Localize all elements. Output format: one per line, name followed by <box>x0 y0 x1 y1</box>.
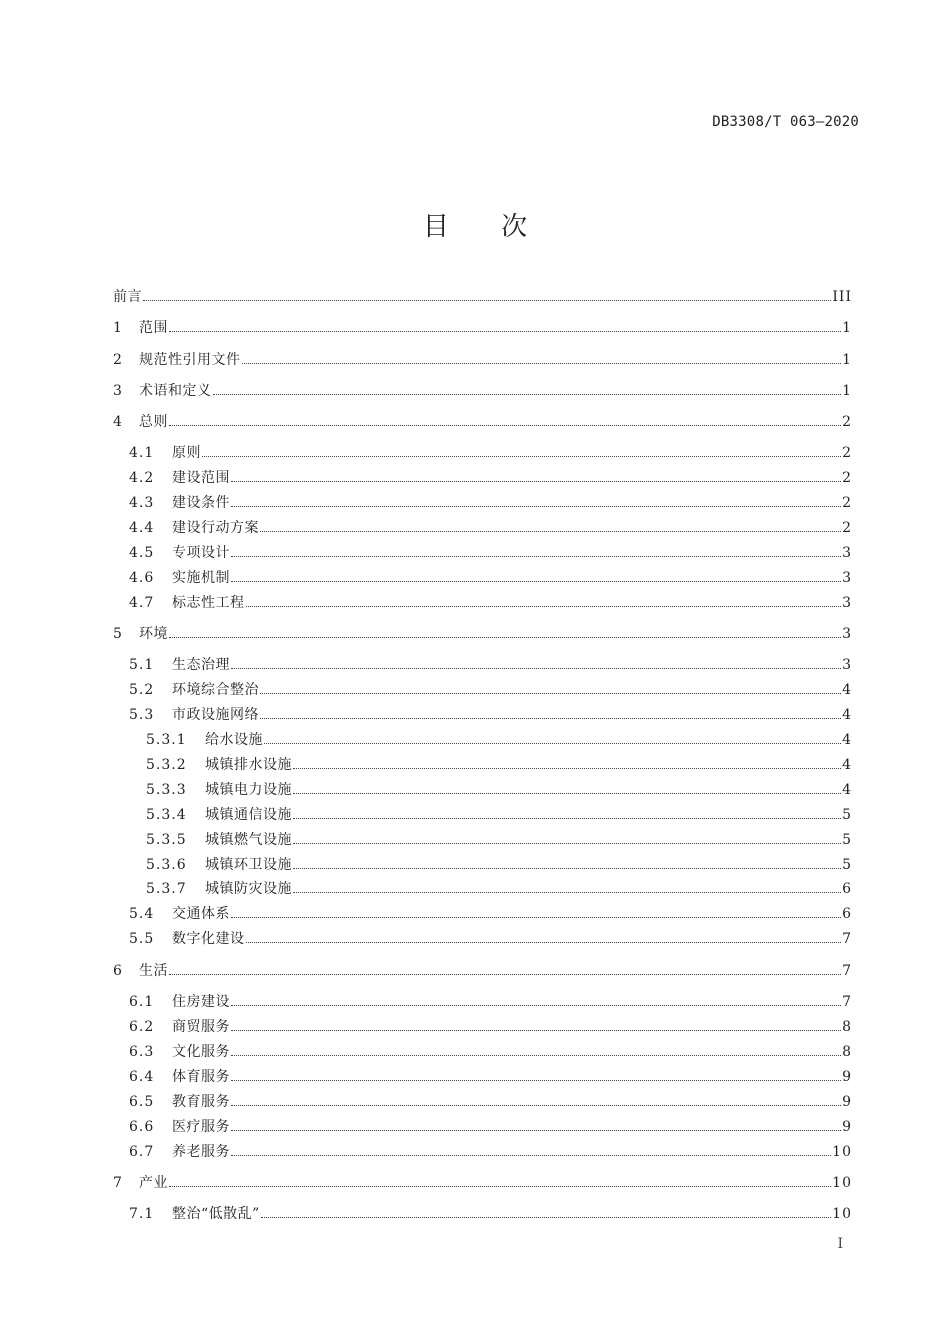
toc-entry-page: 1 <box>842 352 852 368</box>
toc-leader-dots <box>293 868 841 869</box>
toc-leader-dots <box>169 1186 831 1187</box>
toc-entry-title: 城镇防灾设施 <box>205 881 292 897</box>
toc-entry-title: 文化服务 <box>172 1044 230 1060</box>
toc-entry-number: 5.2 <box>129 682 155 698</box>
toc-entry-page: 3 <box>842 657 852 673</box>
toc-leader-dots <box>246 942 842 943</box>
toc-entry-number: 7.1 <box>129 1206 155 1222</box>
toc-entry-number: 5.3.6 <box>146 857 187 873</box>
toc-entry-title: 教育服务 <box>172 1094 230 1110</box>
toc-entry[interactable] <box>129 1092 852 1112</box>
toc-leader-dots <box>231 1055 841 1056</box>
toc-entry-title: 体育服务 <box>172 1069 230 1085</box>
toc-entry-page: 7 <box>842 963 852 979</box>
toc-entry[interactable] <box>129 593 852 613</box>
toc-leader-dots <box>260 693 841 694</box>
toc-entry-title: 总则 <box>139 414 168 430</box>
toc-entry-number: 6.7 <box>129 1144 155 1160</box>
toc-entry-number: 4.2 <box>129 470 155 486</box>
toc-entry-number: 5.3.2 <box>146 757 187 773</box>
toc-entry[interactable] <box>129 929 852 949</box>
toc-entry[interactable] <box>129 1117 852 1137</box>
toc-entry-title: 原则 <box>172 445 201 461</box>
toc-entry-number: 2 <box>113 352 123 368</box>
toc-leader-dots <box>293 793 841 794</box>
toc-leader-dots <box>293 843 841 844</box>
toc-entry-page: 4 <box>842 782 852 798</box>
toc-entry[interactable] <box>129 568 852 588</box>
toc-entry[interactable] <box>129 1017 852 1037</box>
toc-entry-number: 5.1 <box>129 657 155 673</box>
toc-entry-title: 建设范围 <box>172 470 230 486</box>
toc-entry-number: 4.4 <box>129 520 155 536</box>
toc-entry-page: III <box>832 289 852 305</box>
toc-entry-number: 5 <box>113 626 123 642</box>
toc-leader-dots <box>213 394 842 395</box>
toc-entry-page: 4 <box>842 707 852 723</box>
toc-entry-title: 整治“低散乱” <box>172 1206 260 1222</box>
toc-leader-dots <box>143 300 831 301</box>
toc-leader-dots <box>169 637 841 638</box>
toc-entry-number: 4.6 <box>129 570 155 586</box>
toc-leader-dots <box>242 363 842 364</box>
toc-entry-page: 9 <box>842 1069 852 1085</box>
toc-entry[interactable] <box>146 855 852 875</box>
toc-leader-dots <box>231 917 841 918</box>
toc-entry-number: 6.6 <box>129 1119 155 1135</box>
toc-entry-page: 7 <box>842 931 852 947</box>
toc-entry-title: 城镇通信设施 <box>205 807 292 823</box>
toc-leader-dots <box>293 892 841 893</box>
toc-entry-number: 1 <box>113 320 123 336</box>
toc-entry[interactable] <box>113 961 852 981</box>
toc-leader-dots <box>261 1217 831 1218</box>
toc-entry-page: 2 <box>842 414 852 430</box>
toc-entry-page: 10 <box>832 1144 852 1160</box>
toc-leader-dots <box>202 456 841 457</box>
toc-entry-number: 4.7 <box>129 595 155 611</box>
toc-entry-title: 前言 <box>113 289 142 305</box>
toc-leader-dots <box>231 1105 841 1106</box>
toc-entry-page: 1 <box>842 320 852 336</box>
toc-leader-dots <box>231 1155 831 1156</box>
toc-entry-title: 住房建设 <box>172 994 230 1010</box>
toc-leader-dots <box>246 606 842 607</box>
toc-entry-page: 1 <box>842 383 852 399</box>
toc-entry-page: 2 <box>842 520 852 536</box>
toc-leader-dots <box>231 1030 841 1031</box>
toc-entry-page: 2 <box>842 470 852 486</box>
toc-entry[interactable] <box>113 350 852 370</box>
toc-entry[interactable] <box>146 755 852 775</box>
toc-entry-title: 城镇电力设施 <box>205 782 292 798</box>
toc-entry-title: 术语和定义 <box>139 383 212 399</box>
toc-entry-title: 建设行动方案 <box>172 520 259 536</box>
toc-entry-page: 3 <box>842 595 852 611</box>
toc-leader-dots <box>231 1130 841 1131</box>
toc-entry-page: 8 <box>842 1044 852 1060</box>
toc-entry[interactable] <box>113 1173 852 1193</box>
toc-entry-page: 10 <box>832 1175 852 1191</box>
toc-entry-title: 生态治理 <box>172 657 230 673</box>
toc-leader-dots <box>260 531 841 532</box>
toc-entry[interactable] <box>129 443 852 463</box>
toc-leader-dots <box>264 743 841 744</box>
toc-entry[interactable] <box>129 468 852 488</box>
footer-page-number: I <box>837 1236 843 1252</box>
toc-entry-title: 城镇环卫设施 <box>205 857 292 873</box>
toc-leader-dots <box>231 556 841 557</box>
toc-entry-number: 5.3.7 <box>146 881 187 897</box>
toc-entry-number: 5.3 <box>129 707 155 723</box>
toc-entry-title: 城镇排水设施 <box>205 757 292 773</box>
document-code: DB3308/T 063—2020 <box>712 114 859 130</box>
toc-entry-title: 环境 <box>139 626 168 642</box>
toc-entry-number: 4 <box>113 414 123 430</box>
toc-entry-page: 3 <box>842 570 852 586</box>
toc-leader-dots <box>293 768 841 769</box>
toc-entry-number: 5.3.5 <box>146 832 187 848</box>
toc-entry-number: 5.3.3 <box>146 782 187 798</box>
toc-leader-dots <box>293 818 841 819</box>
toc-entry-title: 给水设施 <box>205 732 263 748</box>
toc-entry-title: 数字化建设 <box>172 931 245 947</box>
toc-entry-title: 实施机制 <box>172 570 230 586</box>
toc-entry-page: 5 <box>842 857 852 873</box>
toc-entry-title: 标志性工程 <box>172 595 245 611</box>
toc-entry[interactable] <box>146 730 852 750</box>
toc-entry-page: 10 <box>832 1206 852 1222</box>
toc-entry-number: 7 <box>113 1175 123 1191</box>
toc-entry-title: 生活 <box>139 963 168 979</box>
toc-leader-dots <box>231 581 841 582</box>
toc-entry[interactable] <box>129 655 852 675</box>
toc-entry[interactable] <box>146 780 852 800</box>
toc-leader-dots <box>231 1005 841 1006</box>
toc-entry-title: 医疗服务 <box>172 1119 230 1135</box>
toc-entry-title: 养老服务 <box>172 1144 230 1160</box>
toc-entry-number: 4.1 <box>129 445 155 461</box>
toc-entry-page: 5 <box>842 832 852 848</box>
toc-entry-number: 6.1 <box>129 994 155 1010</box>
toc-entry-title: 交通体系 <box>172 906 230 922</box>
toc-entry[interactable] <box>129 1204 852 1224</box>
toc-entry-title: 市政设施网络 <box>172 707 259 723</box>
toc-entry[interactable] <box>129 705 852 725</box>
toc-leader-dots <box>169 425 841 426</box>
toc-entry[interactable] <box>129 1042 852 1062</box>
toc-entry[interactable] <box>113 624 852 644</box>
toc-entry-page: 7 <box>842 994 852 1010</box>
page-title: 目 次 <box>422 212 550 242</box>
toc-entry-number: 6.4 <box>129 1069 155 1085</box>
toc-entry[interactable] <box>129 992 852 1012</box>
toc-entry-page: 3 <box>842 545 852 561</box>
toc-entry[interactable] <box>113 287 852 307</box>
toc-entry-page: 9 <box>842 1094 852 1110</box>
toc-entry-page: 4 <box>842 757 852 773</box>
toc-entry-title: 范围 <box>139 320 168 336</box>
toc-entry-page: 3 <box>842 626 852 642</box>
toc-entry-title: 专项设计 <box>172 545 230 561</box>
toc-entry[interactable] <box>113 318 852 338</box>
toc-entry-page: 2 <box>842 495 852 511</box>
toc-leader-dots <box>169 974 841 975</box>
toc-entry-title: 产业 <box>139 1175 168 1191</box>
toc-entry[interactable] <box>146 805 852 825</box>
toc-leader-dots <box>231 1080 841 1081</box>
toc-entry-page: 6 <box>842 881 852 897</box>
toc-entry[interactable] <box>129 904 852 924</box>
toc-entry[interactable] <box>129 493 852 513</box>
toc-entry[interactable] <box>146 830 852 850</box>
toc-entry-number: 5.5 <box>129 931 155 947</box>
toc-entry-page: 4 <box>842 732 852 748</box>
toc-entry-page: 9 <box>842 1119 852 1135</box>
toc-entry-page: 4 <box>842 682 852 698</box>
toc-entry-title: 建设条件 <box>172 495 230 511</box>
toc-leader-dots <box>231 506 841 507</box>
toc-entry-title: 环境综合整治 <box>172 682 259 698</box>
toc-leader-dots <box>231 481 841 482</box>
toc-entry-number: 4.5 <box>129 545 155 561</box>
toc-entry-page: 8 <box>842 1019 852 1035</box>
toc-entry-page: 5 <box>842 807 852 823</box>
toc-entry-number: 5.4 <box>129 906 155 922</box>
toc-entry[interactable] <box>129 1142 852 1162</box>
toc-entry-number: 6.3 <box>129 1044 155 1060</box>
toc-entry-number: 6.2 <box>129 1019 155 1035</box>
toc-entry-number: 6.5 <box>129 1094 155 1110</box>
toc-entry-number: 5.3.1 <box>146 732 187 748</box>
toc-entry-number: 6 <box>113 963 123 979</box>
toc-entry[interactable] <box>129 518 852 538</box>
toc-leader-dots <box>231 668 841 669</box>
toc-entry-number: 3 <box>113 383 123 399</box>
toc-entry-title: 城镇燃气设施 <box>205 832 292 848</box>
toc-entry-number: 5.3.4 <box>146 807 187 823</box>
toc-entry[interactable] <box>146 879 852 899</box>
toc-entry-number: 4.3 <box>129 495 155 511</box>
toc-entry[interactable] <box>129 1067 852 1087</box>
toc-entry-title: 商贸服务 <box>172 1019 230 1035</box>
toc-entry-title: 规范性引用文件 <box>139 352 241 368</box>
toc-entry[interactable] <box>129 680 852 700</box>
toc-entry[interactable] <box>113 412 852 432</box>
toc-entry-page: 6 <box>842 906 852 922</box>
toc-leader-dots <box>260 718 841 719</box>
toc-entry[interactable] <box>113 381 852 401</box>
toc-leader-dots <box>169 331 841 332</box>
toc-entry-page: 2 <box>842 445 852 461</box>
toc-entry[interactable] <box>129 543 852 563</box>
